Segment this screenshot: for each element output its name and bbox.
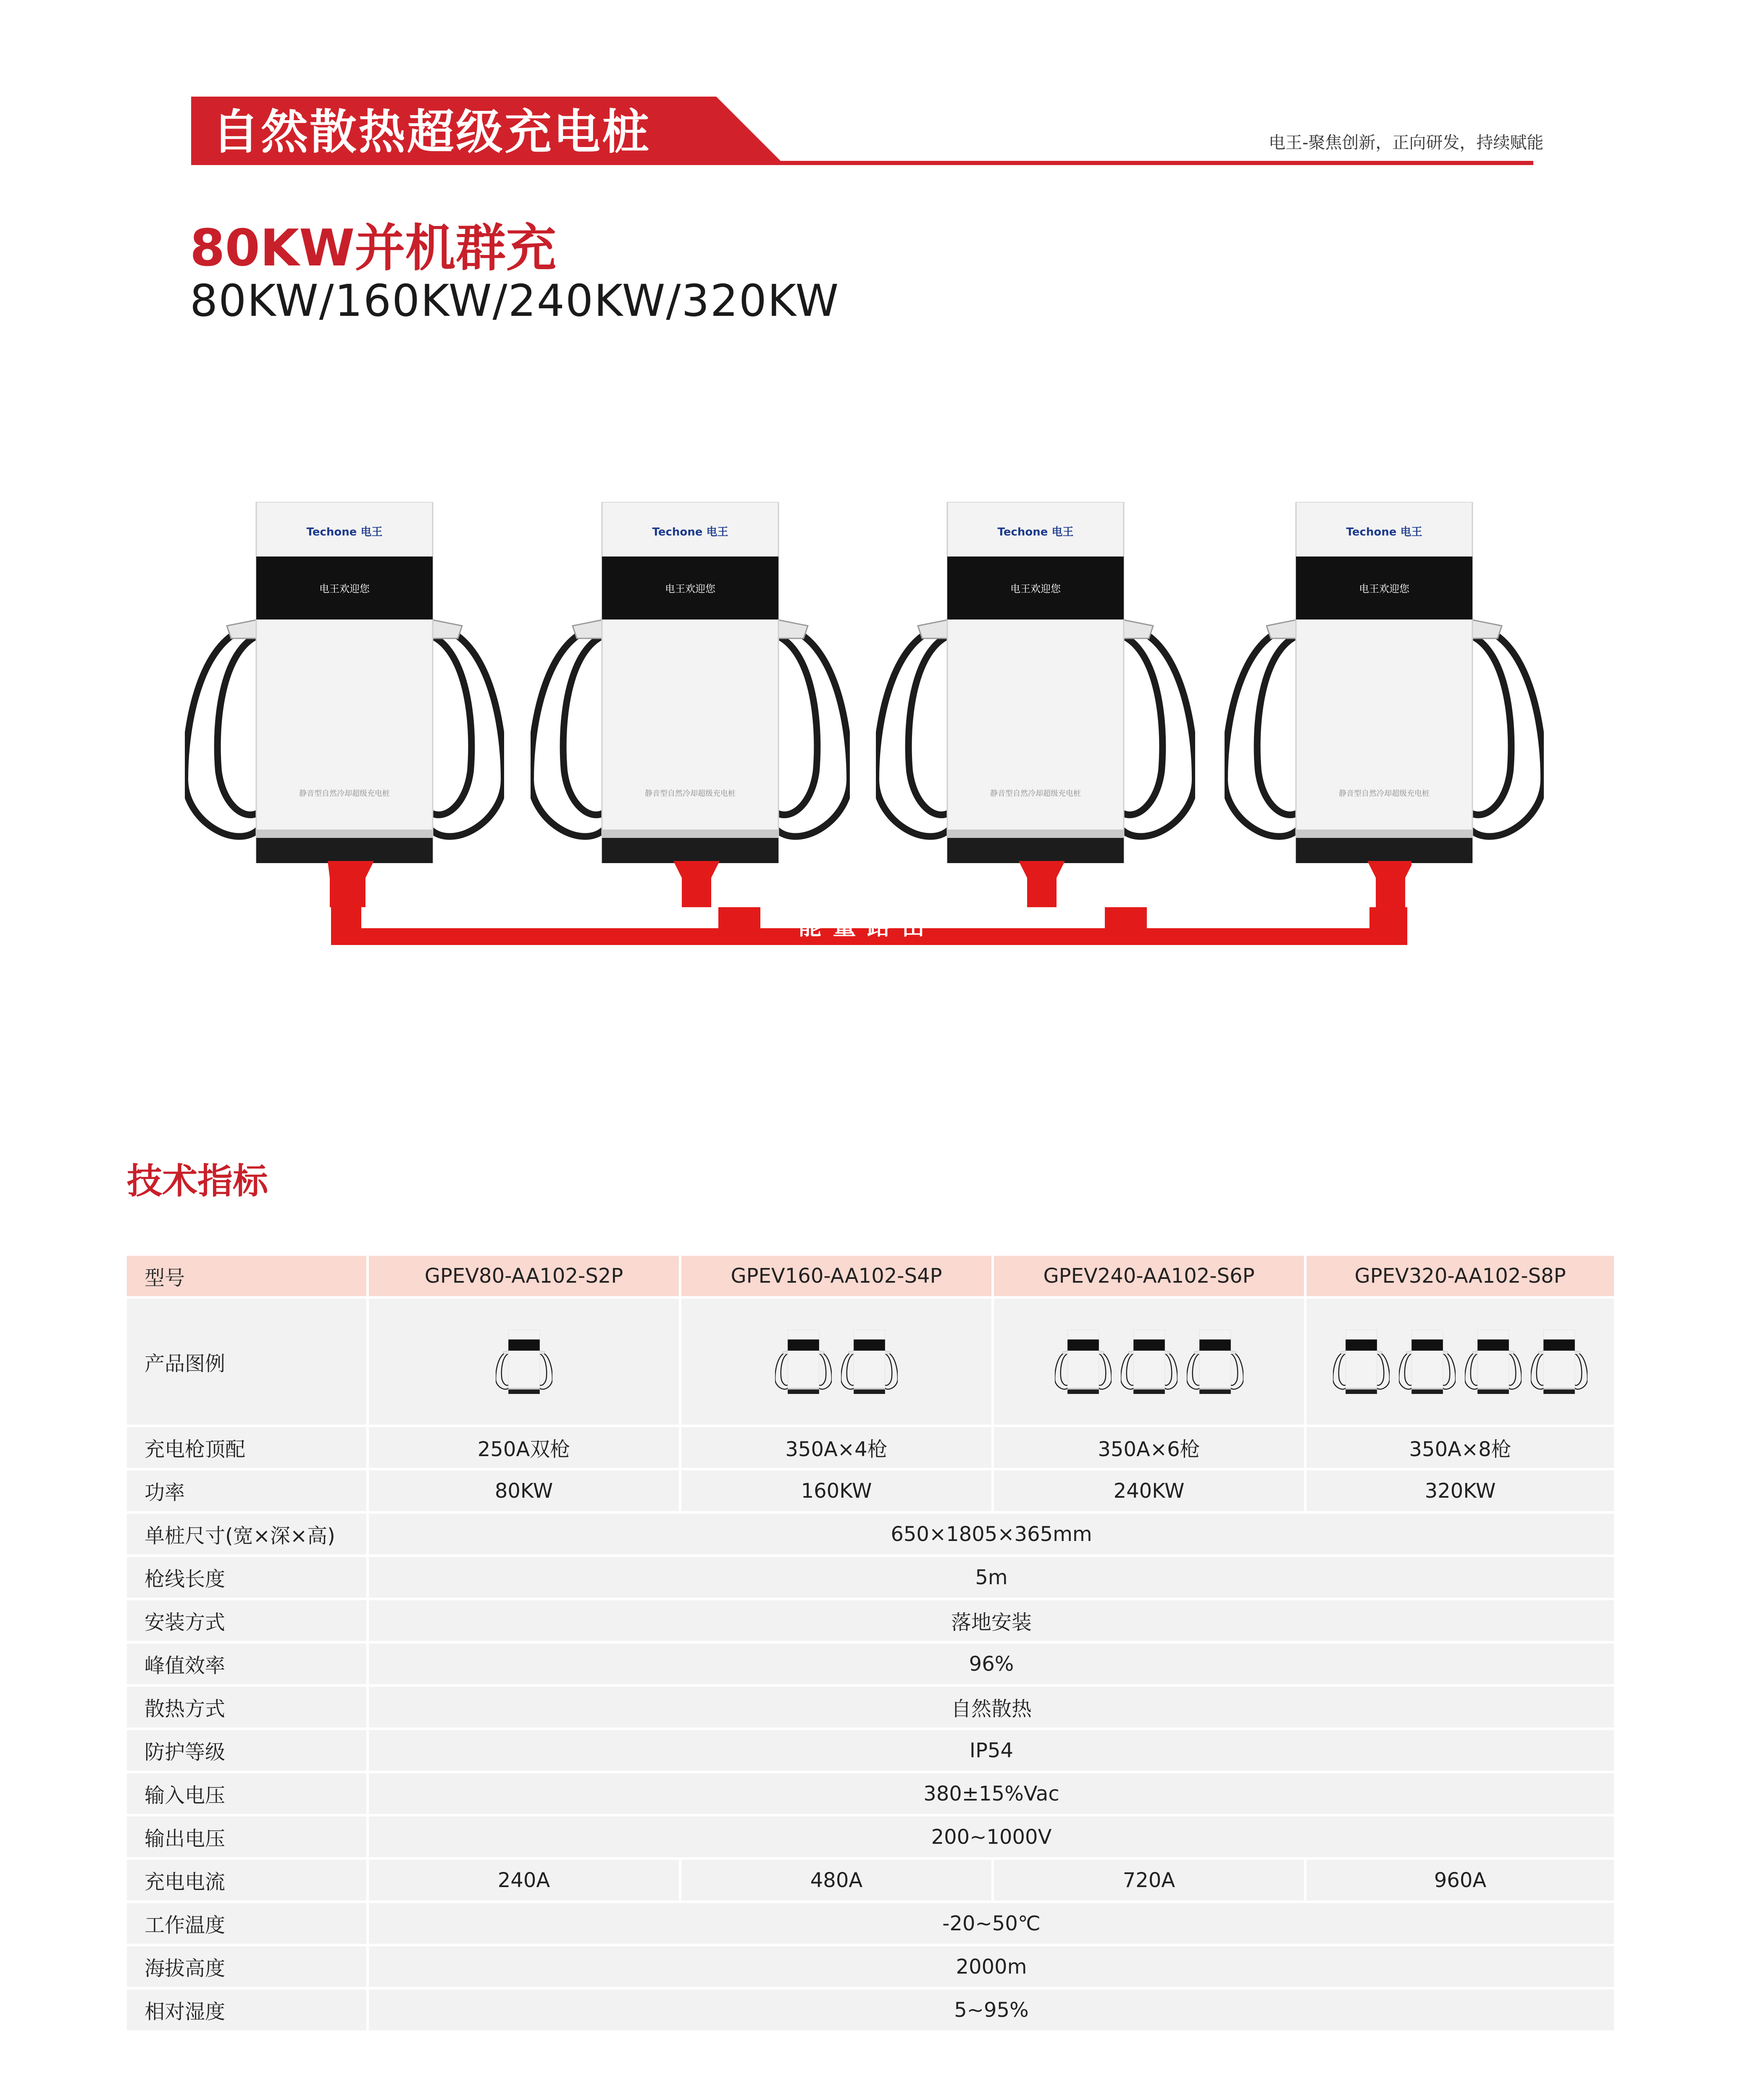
- charger-icon: [185, 502, 504, 863]
- charger-panel-caption: 静音型自然冷却超级充电桩: [1339, 789, 1430, 798]
- row-label: 输入电压: [127, 1773, 366, 1814]
- row-label: 防护等级: [127, 1730, 366, 1771]
- charger-panel-caption: 静音型自然冷却超级充电桩: [645, 789, 736, 798]
- table-cell: 720A: [994, 1860, 1304, 1900]
- charger-icon: [1187, 1330, 1243, 1394]
- row-label: 枪线长度: [127, 1557, 366, 1598]
- table-row: [127, 1730, 1614, 1771]
- charger-icon: [1531, 1330, 1588, 1394]
- header-rule: [191, 161, 1533, 165]
- table-row: [127, 1860, 1614, 1900]
- charger-icon: [1225, 502, 1544, 863]
- charger-icon: [1465, 1330, 1522, 1394]
- table-cell: 240A: [369, 1860, 679, 1900]
- charger-brand-logo: Techone 电王: [997, 526, 1074, 538]
- product-image-cell: [681, 1299, 991, 1425]
- table-row: [127, 1557, 1614, 1598]
- table-cell: 350A×8枪: [1306, 1427, 1614, 1468]
- charger-unit: [531, 502, 850, 863]
- table-row: [127, 1990, 1614, 2030]
- model-cell: GPEV160-AA102-S4P: [681, 1256, 991, 1296]
- row-label: 峰值效率: [127, 1643, 366, 1684]
- table-cell: 80KW: [369, 1470, 679, 1511]
- table-row: [127, 1903, 1614, 1944]
- table-row: [127, 1514, 1614, 1554]
- charger-panel-caption: 静音型自然冷却超级充电桩: [299, 789, 390, 798]
- table-cell: 落地安装: [369, 1600, 1614, 1641]
- charger-icon: [496, 1330, 552, 1394]
- routing-tap: [1019, 861, 1065, 911]
- charger-unit: [185, 502, 504, 863]
- charger-icon: [1121, 1330, 1178, 1394]
- header-title: 自然散热超级充电桩: [212, 105, 651, 160]
- charger-icon: [876, 502, 1195, 863]
- product-image-cell: [1306, 1299, 1614, 1425]
- charger-brand-logo: Techone 电王: [1346, 526, 1422, 538]
- model-cell: GPEV240-AA102-S6P: [994, 1256, 1304, 1296]
- charger-screen-text: 电王欢迎您: [1359, 583, 1409, 595]
- model-cell: GPEV320-AA102-S8P: [1306, 1256, 1614, 1296]
- table-cell: 2000m: [369, 1946, 1614, 1987]
- charger-brand-logo: Techone 电王: [652, 526, 728, 538]
- table-cell: 96%: [369, 1643, 1614, 1684]
- table-cell: 200~1000V: [369, 1816, 1614, 1857]
- charger-screen-text: 电王欢迎您: [319, 583, 370, 595]
- charger-icon: [775, 1330, 832, 1394]
- row-label: 功率: [127, 1470, 366, 1511]
- table-cell: 5~95%: [369, 1990, 1614, 2030]
- charger-icon: [841, 1330, 898, 1394]
- table-header-row: [127, 1256, 1614, 1296]
- table-row: [127, 1687, 1614, 1727]
- table-cell: 350A×4枪: [681, 1427, 991, 1468]
- spec-section-title: 技术指标: [127, 1160, 268, 1202]
- charger-icon: [1333, 1330, 1390, 1394]
- charger-icon: [1399, 1330, 1456, 1394]
- table-row: [127, 1600, 1614, 1641]
- table-cell: 250A双枪: [369, 1427, 679, 1468]
- table-row: [127, 1773, 1614, 1814]
- table-row: [127, 1946, 1614, 1987]
- charger-icon: [531, 502, 850, 863]
- product-subtitle: 80KW/160KW/240KW/320KW: [190, 275, 840, 326]
- table-cell: 320KW: [1306, 1470, 1614, 1511]
- table-row: [127, 1643, 1614, 1684]
- charger-screen-text: 电王欢迎您: [665, 583, 715, 595]
- row-label: 充电枪顶配: [127, 1427, 366, 1468]
- product-image-cell: [994, 1299, 1304, 1425]
- row-label: 安装方式: [127, 1600, 366, 1641]
- table-cell: 960A: [1306, 1860, 1614, 1900]
- charger-unit: [1225, 502, 1544, 863]
- row-label: 散热方式: [127, 1687, 366, 1727]
- row-label: 单桩尺寸(宽×深×高): [127, 1514, 366, 1554]
- table-row: [127, 1816, 1614, 1857]
- row-label: 相对湿度: [127, 1990, 366, 2030]
- table-cell: 160KW: [681, 1470, 991, 1511]
- row-label: 产品图例: [127, 1299, 366, 1425]
- table-cell: 自然散热: [369, 1687, 1614, 1727]
- spec-table: [127, 1256, 1614, 2033]
- header-slogan: 电王-聚焦创新，正向研发，持续赋能: [1269, 133, 1544, 152]
- table-cell: 5m: [369, 1557, 1614, 1598]
- charger-screen-text: 电王欢迎您: [1010, 583, 1061, 595]
- product-title: 80KW并机群充: [190, 219, 557, 278]
- charger-unit: [876, 502, 1195, 863]
- table-cell: IP54: [369, 1730, 1614, 1771]
- table-cell: 350A×6枪: [994, 1427, 1304, 1468]
- product-image-cell: [369, 1299, 679, 1425]
- row-label: 工作温度: [127, 1903, 366, 1944]
- row-label: 输出电压: [127, 1816, 366, 1857]
- table-cell: 480A: [681, 1860, 991, 1900]
- routing-tap: [1367, 861, 1411, 911]
- model-cell: GPEV80-AA102-S2P: [369, 1256, 679, 1296]
- row-label: 充电电流: [127, 1860, 366, 1900]
- routing-label: 能量路由: [798, 913, 936, 940]
- table-row: [127, 1427, 1614, 1468]
- header-label-cell: 型号: [127, 1256, 366, 1296]
- routing-tap: [673, 861, 720, 911]
- charger-icon: [1055, 1330, 1112, 1394]
- row-label: 海拔高度: [127, 1946, 366, 1987]
- charger-panel-caption: 静音型自然冷却超级充电桩: [990, 789, 1081, 798]
- table-cell: -20~50℃: [369, 1903, 1614, 1944]
- table-cell: 650×1805×365mm: [369, 1514, 1614, 1554]
- table-cell: 380±15%Vac: [369, 1773, 1614, 1814]
- table-row-images: [127, 1299, 1614, 1425]
- charger-brand-logo: Techone 电王: [306, 526, 383, 538]
- table-cell: 240KW: [994, 1470, 1304, 1511]
- table-row: [127, 1470, 1614, 1511]
